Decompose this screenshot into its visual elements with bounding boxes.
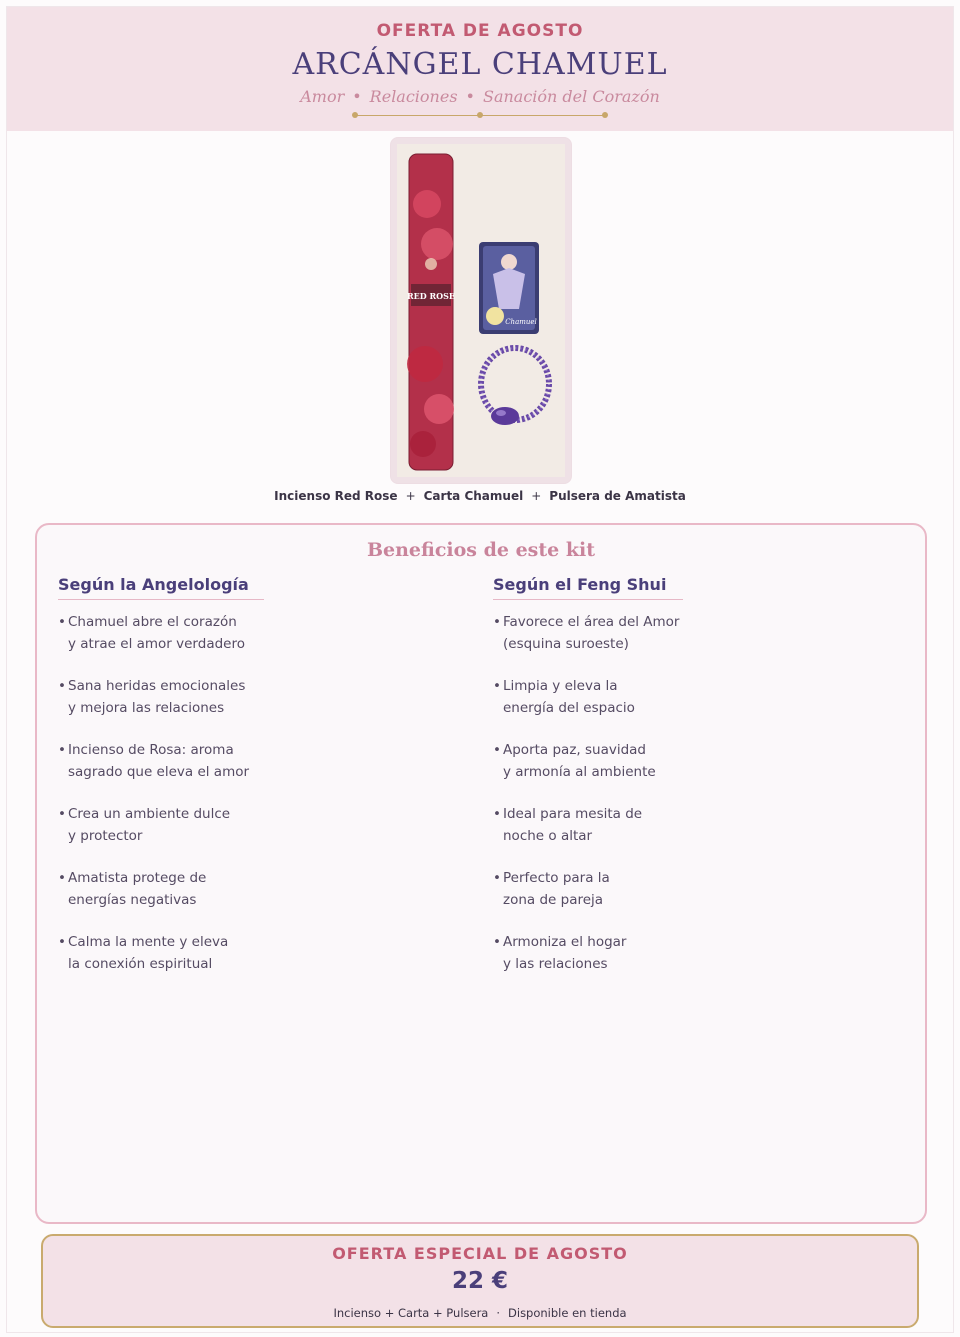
list-item: • Perfecto para la zona de pareja (493, 870, 610, 908)
caption-plus: + (405, 489, 416, 503)
tag-separator: • (352, 87, 362, 106)
caption-card: Carta Chamuel (423, 489, 524, 503)
divider-dot (602, 112, 608, 118)
feng-shui-list (493, 612, 853, 975)
list-item: • Crea un ambiente dulce y protector (58, 806, 231, 844)
offer-note (43, 1306, 917, 1320)
list-item: • Limpia y eleva la energía del espacio (493, 678, 635, 716)
page-title: ARCÁNGEL CHAMUEL (292, 47, 668, 82)
special-offer-box (41, 1234, 919, 1328)
tag-separator: • (465, 87, 475, 106)
tag-love: Amor (300, 87, 345, 106)
list-item: • Chamuel abre el corazón y atrae el amor verdadero (58, 614, 245, 652)
tag-heart-healing: Sanación del Corazón (482, 87, 660, 106)
list-item: • Incienso de Rosa: aroma sagrado que eleva el amor (58, 742, 250, 780)
offer-availability: Disponible en tienda (508, 1306, 627, 1320)
feng-shui-column (493, 575, 853, 996)
caption-plus: + (531, 489, 542, 503)
offer-separator: · (496, 1306, 501, 1320)
list-item: • Aporta paz, suavidad y armonía al ambiente (493, 742, 656, 780)
incense-brand: RED ROSE (407, 291, 455, 301)
list-item: • Amatista protege de energías negativas (58, 870, 207, 908)
product-photo-frame (390, 137, 572, 484)
header-banner (7, 7, 953, 131)
list-item: • Armoniza el hogar y las relaciones (493, 934, 627, 972)
caption-bracelet: Pulsera de Amatista (549, 489, 686, 503)
kit-illustration (397, 144, 565, 477)
benefits-title: Beneficios de este kit (366, 539, 596, 561)
tagline (7, 87, 953, 106)
list-item: • Sana heridas emocionales y mejora las relaciones (58, 678, 246, 716)
benefits-panel (35, 523, 927, 1224)
angelology-list (58, 612, 418, 975)
tag-relationships: Relaciones (369, 87, 458, 106)
offer-price: 22 € (451, 1268, 509, 1294)
list-item: • Ideal para mesita de noche o altar (493, 806, 643, 844)
gold-divider (355, 115, 605, 116)
list-item: • Calma la mente y eleva la conexión espiritual (58, 934, 229, 972)
divider-dot (352, 112, 358, 118)
feng-shui-heading: Según el Feng Shui (493, 575, 683, 600)
product-photo (397, 144, 565, 477)
offer-title: OFERTA ESPECIAL DE AGOSTO (332, 1244, 628, 1263)
kit-contents-caption (7, 489, 953, 503)
divider-dot (477, 112, 483, 118)
list-item: • Favorece el área del Amor (esquina suroeste) (493, 614, 680, 652)
caption-incense: Incienso Red Rose (274, 489, 398, 503)
angelology-column (58, 575, 418, 996)
angelology-heading: Según la Angelología (58, 575, 264, 600)
page (6, 6, 954, 1333)
offer-contents: Incienso + Carta + Pulsera (333, 1306, 489, 1320)
offer-eyebrow: OFERTA DE AGOSTO (376, 21, 584, 41)
card-name: Chamuel (505, 318, 537, 326)
